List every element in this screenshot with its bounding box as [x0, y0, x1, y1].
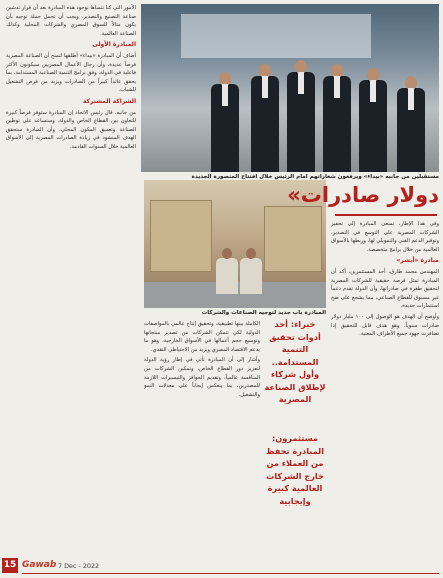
shelf: [264, 206, 322, 272]
right-column: [331, 220, 439, 552]
person: [323, 64, 351, 172]
subheading: مبادرة «أبشر»: [396, 257, 439, 265]
paragraph: وفي هذا الإطار، تسعى المبادرة إلى تحفيز الشركات المصرية على التوسع في التصدير، وتوفير الدعم الفني والتمويلي لها، وربطها بالأسواق العالمية من خلال برامج متخصصة.: [331, 221, 439, 253]
pull-quote: خبراء: أحد أدوات تحقيق التنمية المستدامة.. وأول شركاء لإطلاق الصناعة المصرية: [264, 319, 326, 404]
top-photo: [141, 4, 439, 172]
page-number: 15: [2, 558, 18, 573]
pull-quote: مستثمرون: المبادرة تحفظ من العملاء من خارج الشركات العالمية كبيرة وإيجابية: [265, 433, 325, 506]
person: [287, 60, 315, 172]
paragraph: وأوضح أن الهدف هو الوصول إلى ١٠٠ مليار دولار صادرات سنوياً، وهو هدف قابل للتحقيق إذا تضافرت جهود جميع الأطراف المعنية.: [331, 313, 439, 338]
shelf: [150, 200, 212, 272]
paragraph: وأشار إلى أن المبادرة تأتي في إطار رؤية الدولة لتعزيز دور القطاع الخاص، وتمكين الشركات من المنافسة عالمياً، وتقديم الحوافز والتيسيرات اللازمة للمصدرين، بما ينعكس إيجاباً على معدلات النمو والتشغيل.: [144, 357, 260, 398]
person: [251, 64, 279, 172]
backdrop-banner: [181, 14, 371, 58]
worker: [216, 248, 238, 294]
subheading: المبادرة الأولى: [92, 41, 136, 49]
publication-logo: Gawab: [22, 560, 57, 570]
worker: [240, 248, 262, 294]
person: [359, 68, 387, 172]
left-column: [6, 4, 136, 552]
footer-rule: [22, 573, 439, 574]
paragraph: الأمور التي كنا نتمناها بوجود هذه المبادرة بعد أن قرار تدشين صناعة التصنيع والتصدير، ويجب أن تحمل حملة توجيه بأن يكون مثالاً للسوق المصري والشركات المحلية وكذلك الصناعة العالمية.: [6, 5, 136, 37]
headline: دولار صادرات»: [287, 183, 439, 207]
issue-date: 7 Dec - 2022: [58, 562, 100, 570]
middle-column: [144, 320, 260, 552]
subheading: الشراكة المشتركة: [82, 97, 136, 105]
person: [397, 76, 425, 172]
top-photo-caption: مستقبلين من جانبه «بيداء» ويرفعون شعاراتهم أمام الرئيس خلال افتتاح المنصورة الجديدة: [191, 174, 439, 180]
headline-rule: [335, 214, 437, 216]
paragraph: من جانبه، قال رئيس الاتحاد إن المبادرة ستوفر فرصاً كبيرة للتعاون بين القطاع الخاص والدولة، وستساعد على توطين الصناعة وتعميق المكون المحلي، وأن المبادرة ستحقق الهدف المنشود في زيادة الصادرات المصرية إلى الأسواق العالمية خلال السنوات القادمة.: [6, 109, 136, 150]
page-footer: [0, 556, 443, 578]
person: [211, 72, 239, 172]
paragraph: الكاملة بينها تطبيقية، وتحقيق إنتاج عالمي بالمواصفات الدولية لكي تتمكن الشركات من تصدير منتجاتها وتوسيع حجم أعمالها في الأسواق الخارجية، وهو ما يدعم الاقتصاد المصري ويزيد من الاحتياطي النقدي.: [144, 321, 260, 353]
paragraph: المهندس محمد طارق، أحد المستثمرين، أكد أن المبادرة تمثل فرصة حقيقية للشركات المصرية لتحقيق طفرة في صادراتها، وأن الدولة تقدم دعماً غير مسبوق للقطاع الصناعي، مما يشجع على ضخ استثمارات جديدة.: [331, 268, 439, 310]
middle-photo-caption: المبادرة باب جديد لتوجيه الصناعات والشركات: [201, 310, 326, 316]
paragraph: أضاف أن المبادرة «بيداء» أطلقها لتمنح أن الصناعة المصرية فرصاً عديدة، وأن رجال الأعمال المصريين سيكونون الأكثر فاعلية في الدولة، وفق برامج التنمية الصناعية المستدامة، بما يحقق عائداً كبيراً من الصادرات ويزيد من فرص التشغيل للشباب.: [6, 52, 136, 94]
